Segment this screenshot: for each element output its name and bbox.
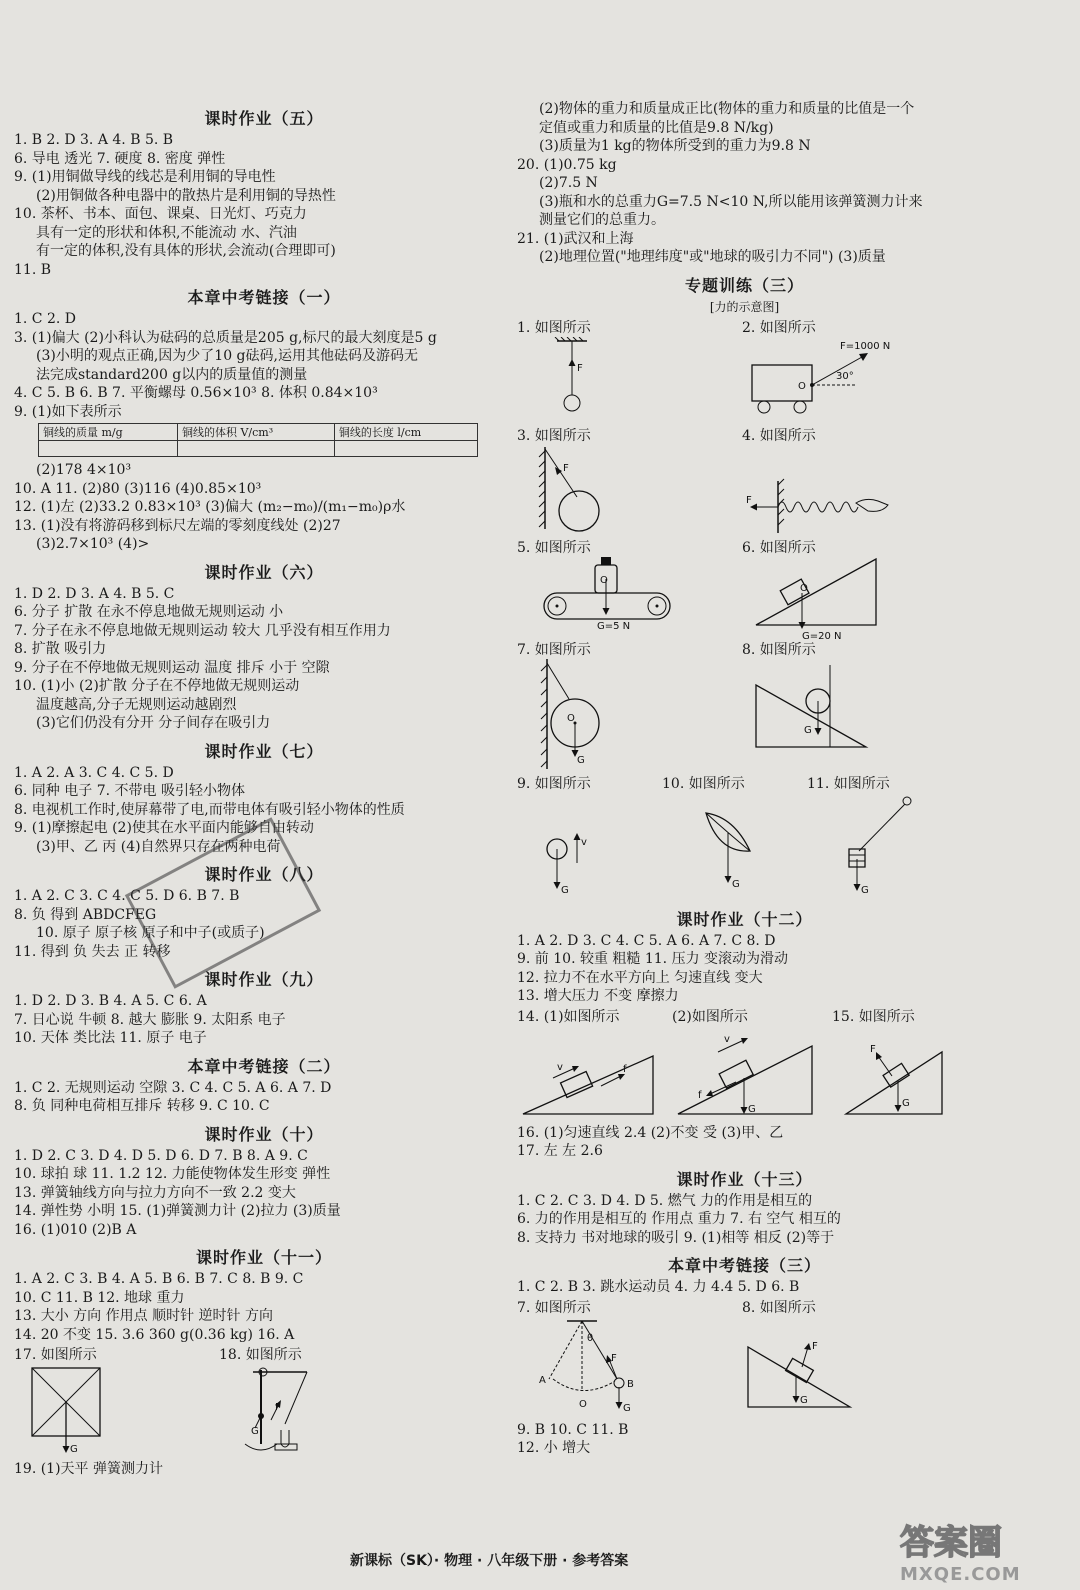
- answer-line: (3)它们仍没有分开 分子间存在吸引力: [36, 715, 271, 731]
- figure-caption: 8. 如图所示: [742, 1299, 816, 1316]
- answer-line: 10. (1)小 (2)扩散 分子在不停地做无规则运动: [14, 678, 300, 694]
- section-title: 课时作业（七）: [204, 741, 324, 761]
- figure-caption: 10. 如图所示: [662, 775, 745, 792]
- cart-pulling-diagram: [742, 337, 912, 423]
- answer-line: 13. (1)没有将游码移到标尺左端的零刻度线处 (2)27: [14, 517, 341, 534]
- figure-caption: 7. 如图所示: [517, 641, 591, 658]
- answer-line: 13. 增大压力 不变 摩擦力: [517, 988, 679, 1004]
- label-o: O: [798, 380, 806, 392]
- answer-line: 14. 20 不变 15. 3.6 360 g(0.36 kg) 16. A: [14, 1326, 295, 1343]
- answer-line: 6. 分子 扩散 在永不停息地做无规则运动 小: [14, 604, 284, 620]
- answer-line: 温度越高,分子无规则运动越剧烈: [36, 696, 237, 713]
- answer-line: 1. A 2. D 3. C 4. C 5. A 6. A 7. C 8. D: [517, 932, 776, 949]
- answer-line: 10. 茶杯、书本、面包、课桌、日光灯、巧克力: [14, 206, 307, 222]
- answer-line: 11. 得到 负 失去 正 转移: [14, 943, 171, 960]
- answer-line: (2)用铜做各种电器中的散热片是利用铜的导热性: [36, 187, 336, 204]
- answer-line: 9. B 10. C 11. B: [517, 1421, 629, 1438]
- answer-line: 9. (1)如下表所示: [14, 403, 122, 420]
- label-g: G: [804, 724, 812, 736]
- section-title: 课时作业（十）: [204, 1124, 324, 1144]
- figure-caption: 14. (1)如图所示: [517, 1008, 620, 1025]
- section-title: 专题训练（三）: [684, 275, 804, 295]
- figure-caption: 7. 如图所示: [517, 1299, 591, 1316]
- table-header: 铜线的质量 m/g: [39, 424, 178, 441]
- answer-line: 8. 支持力 书对地球的吸引 9. (1)相等 相反 (2)等于: [517, 1229, 835, 1246]
- section-title: 课时作业（五）: [204, 109, 324, 128]
- watermark-url: MXQE.COM: [900, 1564, 1021, 1585]
- page-footer: 新课标（SK）· 物理 · 八年级下册 · 参考答案: [350, 1553, 629, 1569]
- label-o: O: [579, 1398, 587, 1410]
- figure-row: [517, 641, 972, 773]
- figure-row: [517, 775, 972, 901]
- block-on-incline-diagram: [672, 1026, 822, 1120]
- answer-line: 7. 分子在永不停息地做无规则运动 较大 几乎没有相互作用力: [14, 622, 391, 639]
- conveyor-belt-diagram: [517, 557, 687, 641]
- figure-caption: 4. 如图所示: [742, 427, 816, 444]
- balance-stand-diagram: [219, 1364, 319, 1456]
- figure-4: [742, 427, 912, 535]
- figure-11: [807, 775, 927, 897]
- answer-block: [14, 1147, 514, 1240]
- answer-block: [14, 992, 514, 1048]
- answer-line: (2)178 4×10³: [36, 462, 132, 478]
- answer-block: [517, 1124, 972, 1161]
- figure-c3-7: [517, 1299, 657, 1417]
- label-g: G: [577, 754, 585, 766]
- label-g: G: [800, 1394, 808, 1406]
- answer-line: (2)地理位置("地理纬度"或"地球的吸引力不同") (3)质量: [539, 249, 886, 265]
- answer-line: 7. 日心说 牛顿 8. 越大 膨胀 9. 太阳系 电子: [14, 1011, 286, 1028]
- hanging-sphere-wall-diagram: [517, 659, 657, 771]
- label-angle: 30°: [836, 370, 854, 382]
- leaf-diagram: [662, 793, 782, 897]
- section-title: 本章中考链接（一）: [187, 288, 341, 307]
- section-title: 本章中考链接（二）: [187, 1056, 341, 1076]
- answer-line: 1. A 2. C 3. B 4. A 5. B 6. B 7. C 8. B 9. C: [14, 1271, 304, 1287]
- section-title: 课时作业（六）: [204, 562, 324, 582]
- section-title: 本章中考链接（三）: [667, 1256, 821, 1275]
- answer-line: 16. (1)匀速直线 2.4 (2)不变 受 (3)甲、乙: [517, 1124, 784, 1141]
- answer-line: 1. B 2. D 3. A 4. B 5. B: [14, 132, 174, 148]
- answer-line: 具有一定的形状和体积,不能流动 水、汽油: [36, 224, 297, 241]
- label-o: O: [800, 582, 808, 594]
- figure-9: [517, 775, 637, 897]
- answer-line: (3)瓶和水的总重力G=7.5 N<10 N,所以能用该弹簧测力计来: [539, 193, 923, 210]
- figure-caption: 11. 如图所示: [807, 775, 890, 792]
- label-g: G: [251, 1426, 259, 1437]
- label-g: G: [902, 1097, 910, 1109]
- answer-line: 10. 天体 类比法 11. 原子 电子: [14, 1030, 207, 1046]
- answer-block: [517, 932, 972, 1006]
- figure-row: [517, 1299, 972, 1419]
- answer-line: 8. 负 得到 ABDCFEG: [14, 906, 157, 923]
- section-title: 课时作业（十三）: [676, 1169, 813, 1189]
- label-g: G: [70, 1444, 78, 1455]
- label-b: B: [627, 1378, 634, 1390]
- figure-caption: 2. 如图所示: [742, 319, 816, 336]
- figure-caption: 5. 如图所示: [517, 539, 591, 556]
- answer-block: [517, 100, 972, 267]
- answer-line: 法完成standard200 g以内的质量值的测量: [36, 366, 308, 383]
- label-f: f: [623, 1063, 627, 1075]
- answer-line: 6. 力的作用是相互的 作用点 重力 7. 右 空气 相互的: [517, 1211, 841, 1227]
- answer-block: [14, 585, 514, 733]
- answer-line: 10. 原子 原子核 原子和中子(或质子): [36, 925, 265, 941]
- label-weight: G=5 N: [597, 620, 631, 632]
- figure-row: [517, 1008, 972, 1122]
- block-sliding-up-diagram: [517, 1026, 667, 1120]
- label-g: G: [861, 884, 869, 896]
- answer-line: (3)甲、乙 丙 (4)自然界只存在两种电荷: [36, 838, 281, 855]
- figure-caption: 15. 如图所示: [832, 1008, 915, 1025]
- answer-line: 8. 负 同种电荷相互排斥 转移 9. C 10. C: [14, 1098, 270, 1114]
- answer-line: (3)小明的观点正确,因为少了10 g砝码,运用其他砝码及游码无: [36, 348, 418, 364]
- table-header: 铜线的体积 V/cm³: [177, 424, 334, 441]
- hanging-ball-diagram: [517, 337, 657, 423]
- figure-caption: 8. 如图所示: [742, 641, 816, 658]
- figure-8: [742, 641, 902, 771]
- label-f: F: [611, 1352, 617, 1364]
- answer-line: 12. 小 增大: [517, 1440, 591, 1456]
- answer-block: [517, 1192, 972, 1248]
- answer-line: 1. A 2. C 3. C 4. C 5. D 6. B 7. B: [14, 888, 240, 904]
- answer-line: 11. B: [14, 261, 52, 278]
- answer-block: [14, 1079, 514, 1116]
- answer-line: 12. 拉力不在水平方向上 匀速直线 变大: [517, 969, 763, 986]
- figure-caption: 1. 如图所示: [517, 319, 591, 336]
- section-title: 课时作业（九）: [204, 970, 324, 989]
- pendulum-weight-diagram: [807, 793, 927, 897]
- label-v: v: [724, 1033, 730, 1045]
- label-theta: θ: [587, 1332, 594, 1344]
- label-o: O: [567, 712, 575, 724]
- data-table: [38, 423, 478, 457]
- label-f: F: [870, 1043, 876, 1055]
- answer-line: 定值或重力和质量的比值是9.8 N/kg): [539, 119, 774, 136]
- section-subtitle: [力的示意图]: [709, 299, 780, 314]
- figure-1: [517, 319, 657, 423]
- answer-line: 13. 大小 方向 作用点 顺时针 逆时针 方向: [14, 1308, 273, 1324]
- answer-line: 20. (1)0.75 kg: [517, 156, 617, 173]
- label-weight: G=20 N: [802, 630, 842, 641]
- figure-3: [517, 427, 657, 535]
- figure-caption: 17. 如图所示: [14, 1347, 97, 1363]
- answer-block: [14, 310, 514, 554]
- figure-15: [832, 1008, 952, 1120]
- answer-line: 10. 球拍 球 11. 1.2 12. 力能使物体发生形变 弹性: [14, 1166, 331, 1182]
- sphere-on-incline-diagram: [742, 659, 902, 771]
- figure-caption: 18. 如图所示: [219, 1347, 302, 1363]
- spring-pull-diagram: [742, 445, 912, 535]
- answer-line: 13. 弹簧轴线方向与拉力方向不一致 2.2 变大: [14, 1184, 296, 1201]
- label-o: O: [600, 574, 608, 586]
- rising-ball-diagram: [517, 793, 637, 897]
- watermark-text: 答案圈: [900, 1523, 1002, 1563]
- answer-line: 1. C 2. C 3. D 4. D 5. 燃气 力的作用是相互的: [517, 1192, 813, 1209]
- right-column: [517, 100, 972, 1458]
- answer-line: 4. C 5. B 6. B 7. 平衡螺母 0.56×10³ 8. 体积 0.84×10³: [14, 385, 378, 401]
- answer-line: 6. 导电 透光 7. 硬度 8. 密度 弹性: [14, 150, 226, 167]
- answer-line: (3)质量为1 kg的物体所受到的重力为9.8 N: [539, 138, 811, 154]
- figure-18: [219, 1346, 319, 1456]
- answer-line: 3. (1)偏大 (2)小科认为砝码的总质量是205 g,标尺的最大刻度是5 g: [14, 329, 437, 346]
- label-g: G: [748, 1103, 756, 1115]
- figure-14-1: [517, 1008, 667, 1120]
- answer-line: 1. C 2. 无规则运动 空隙 3. C 4. C 5. A 6. A 7. D: [14, 1079, 332, 1096]
- answer-line: 21. (1)武汉和上海: [517, 230, 634, 247]
- answer-line: 1. C 2. D: [14, 311, 77, 327]
- label-v: v: [581, 836, 587, 848]
- answer-line: 1. D 2. D 3. A 4. B 5. C: [14, 585, 175, 602]
- answer-line: 1. D 2. C 3. D 4. D 5. D 6. D 7. B 8. A 9. C: [14, 1147, 308, 1164]
- answer-line: 9. (1)摩擦起电 (2)使其在水平面内能够自由转动: [14, 820, 314, 836]
- answer-line: 1. A 2. A 3. C 4. C 5. D: [14, 764, 174, 781]
- answer-line: 14. 弹性势 小明 15. (1)弹簧测力计 (2)拉力 (3)质量: [14, 1203, 341, 1219]
- answer-line: (2)物体的重力和质量成正比(物体的重力和质量的比值是一个: [539, 101, 915, 117]
- label-f: F: [812, 1340, 818, 1352]
- answer-line: 16. (1)010 (2)B A: [14, 1221, 137, 1238]
- answer-line: 12. (1)左 (2)33.2 0.83×10³ (3)偏大 (m₂−m₀)/(m₁−m₀)ρ水: [14, 499, 406, 515]
- label-f: F: [577, 362, 583, 374]
- figure-row: [517, 427, 972, 537]
- section-title: 课时作业（十二）: [676, 909, 813, 929]
- answer-line: 6. 同种 电子 7. 不带电 吸引轻小物体: [14, 783, 245, 799]
- answer-line: 19. (1)天平 弹簧测力计: [14, 1461, 163, 1477]
- incline-block-diagram: [742, 557, 902, 641]
- watermark: [900, 1515, 1060, 1585]
- label-g: G: [623, 1402, 631, 1414]
- answer-line: 有一定的体积,没有具体的形状,会流动(合理即可): [36, 243, 336, 259]
- answer-block: [14, 131, 514, 279]
- label-f: F: [563, 462, 569, 474]
- answer-block: [14, 1270, 514, 1344]
- block-incline-forces-diagram: [742, 1317, 872, 1417]
- figure-5: [517, 539, 687, 641]
- figure-caption: (2)如图所示: [672, 1008, 748, 1025]
- label-a: A: [539, 1374, 546, 1386]
- answer-line: (2)7.5 N: [539, 175, 598, 191]
- section-title: 课时作业（八）: [204, 865, 324, 884]
- answer-line: 1. C 2. B 3. 跳水运动员 4. 力 4.4 5. D 6. B: [517, 1279, 800, 1295]
- swing-pendulum-diagram: [517, 1317, 657, 1417]
- label-g: G: [561, 884, 569, 896]
- answer-line: 1. D 2. D 3. B 4. A 5. C 6. A: [14, 993, 207, 1009]
- left-column: [14, 100, 514, 1479]
- answer-line: 8. 扩散 吸引力: [14, 641, 107, 657]
- label-f: F: [746, 494, 752, 506]
- label-force: F=1000 N: [840, 340, 891, 352]
- label-f: f: [698, 1089, 702, 1101]
- figure-2: [742, 319, 912, 423]
- label-g: G: [732, 878, 740, 890]
- answer-line: 9. 分子在不停地做无规则运动 温度 排斥 小于 空隙: [14, 659, 330, 676]
- answer-line: 17. 左 左 2.6: [517, 1143, 603, 1159]
- figure-caption: 6. 如图所示: [742, 539, 816, 556]
- section-title: 课时作业（十一）: [195, 1248, 332, 1267]
- ball-on-wall-diagram: [517, 445, 657, 535]
- figure-row: [14, 1346, 514, 1458]
- figure-17: [14, 1346, 124, 1456]
- square-gravity-diagram: [14, 1364, 124, 1456]
- figure-c3-8: [742, 1299, 872, 1417]
- figure-14-2: [672, 1008, 822, 1120]
- answer-line: 10. A 11. (2)80 (3)116 (4)0.85×10³: [14, 480, 262, 497]
- figure-caption: 3. 如图所示: [517, 427, 591, 444]
- figure-row: [517, 319, 972, 425]
- label-v: v: [557, 1061, 563, 1073]
- figure-6: [742, 539, 902, 641]
- answer-line: 9. 前 10. 较重 粗糙 11. 压力 变滚动为滑动: [517, 951, 789, 967]
- figure-row: [517, 539, 972, 639]
- figure-caption: 9. 如图所示: [517, 775, 591, 792]
- answer-line: 8. 电视机工作时,使屏幕带了电,而带电体有吸引轻小物体的性质: [14, 801, 405, 818]
- block-on-steep-incline-diagram: [832, 1026, 952, 1120]
- answer-line: 10. C 11. B 12. 地球 重力: [14, 1289, 185, 1306]
- figure-7: [517, 641, 657, 771]
- answer-line: (3)2.7×10³ (4)>: [36, 536, 150, 552]
- figure-10: [662, 775, 782, 897]
- label-f: F: [275, 1402, 281, 1413]
- answer-line: 9. (1)用铜做导线的线芯是利用铜的导电性: [14, 169, 276, 185]
- table-header: 铜线的长度 l/cm: [334, 424, 477, 441]
- answer-line: 测量它们的总重力。: [539, 212, 665, 228]
